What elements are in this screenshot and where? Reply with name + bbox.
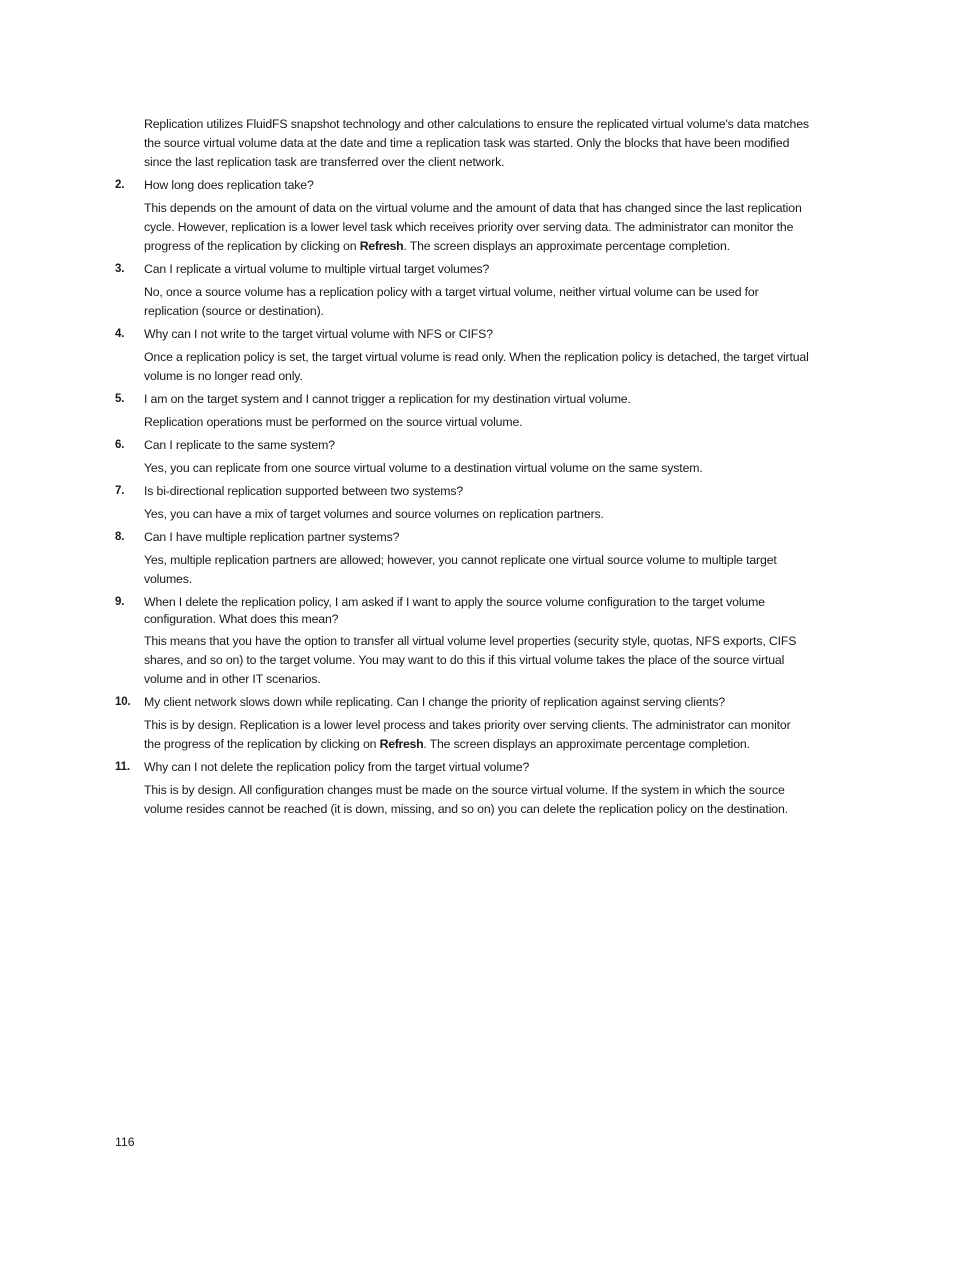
faq-answer-text-end: . The screen displays an approximate percentage completion.	[403, 239, 730, 253]
faq-item-11	[115, 758, 809, 819]
faq-question-text: Why can I not delete the replication policy from the target virtual volume?	[144, 760, 530, 774]
faq-item-2	[115, 176, 809, 256]
faq-question	[115, 390, 809, 409]
faq-item-5	[115, 390, 809, 432]
faq-answer-text-end: . The screen displays an approximate percentage completion.	[423, 737, 750, 751]
faq-answer: Once a replication policy is set, the target virtual volume is read only. When the replication policy is detached, the target virtual volume is no longer read only.	[144, 350, 809, 383]
faq-question	[115, 176, 809, 195]
faq-question	[115, 528, 809, 547]
faq-item-4	[115, 325, 809, 386]
faq-number: 2.	[115, 179, 125, 191]
faq-question-text: Is bi-directional replication supported between two systems?	[144, 484, 464, 498]
faq-item-8	[115, 528, 809, 589]
faq-question-text: Can I have multiple replication partner systems?	[144, 530, 400, 544]
faq-answer: This means that you have the option to transfer all virtual volume level properties (security style, quotas, NFS exports, CIFS shares, and so on) to the target volume. You may want to do this if this virtual volume takes the place of the source virtual volume and in other IT scenarios.	[144, 634, 797, 686]
faq-question-text: My client network slows down while replicating. Can I change the priority of replication against serving clients?	[144, 695, 726, 709]
faq-question-text: Why can I not write to the target virtual volume with NFS or CIFS?	[144, 327, 493, 341]
faq-item-6	[115, 436, 809, 478]
faq-answer-text: This is by design. Replication is a lower level process and takes priority over serving clients. The administrator can monitor the progress of the replication by clicking on	[144, 718, 791, 751]
faq-item-3	[115, 260, 809, 321]
faq-number: 5.	[115, 393, 125, 405]
faq-item-7	[115, 482, 809, 524]
faq-item-10	[115, 693, 809, 754]
document-body	[115, 115, 809, 823]
faq-number: 8.	[115, 531, 125, 543]
faq-question	[115, 436, 809, 455]
faq-question-text: I am on the target system and I cannot trigger a replication for my destination virtual volume.	[144, 392, 631, 406]
intro-paragraph: Replication utilizes FluidFS snapshot technology and other calculations to ensure the replicated virtual volume's data matches the source virtual volume data at the date and time a replication task was started. Only the blocks that have been modified since the last replication task are transferred over the client network.	[144, 117, 809, 169]
faq-question	[115, 482, 809, 501]
refresh-ui-term: Refresh	[379, 737, 424, 751]
faq-answer: No, once a source volume has a replication policy with a target virtual volume, neither virtual volume can be used for replication (source or destination).	[144, 285, 759, 318]
faq-answer	[144, 199, 809, 256]
faq-answer: This is by design. All configuration changes must be made on the source virtual volume. If the system in which the source volume resides cannot be reached (it is down, missing, and so on) you can delete the replication policy on the destination.	[144, 783, 788, 816]
faq-question	[115, 593, 809, 628]
faq-question-text: When I delete the replication policy, I am asked if I want to apply the source volume configuration to the target volume configuration. What does this mean?	[144, 595, 765, 626]
page-number: 116	[115, 1135, 135, 1149]
faq-number: 6.	[115, 439, 125, 451]
faq-answer: Yes, you can have a mix of target volumes and source volumes on replication partners.	[144, 507, 604, 521]
faq-answer: Replication operations must be performed on the source virtual volume.	[144, 415, 523, 429]
faq-item-9	[115, 593, 809, 689]
faq-question-text: How long does replication take?	[144, 178, 314, 192]
faq-question	[115, 260, 809, 279]
faq-number: 11.	[115, 761, 130, 773]
faq-answer: Yes, multiple replication partners are allowed; however, you cannot replicate one virtual source volume to multiple target volumes.	[144, 553, 777, 586]
faq-question-text: Can I replicate a virtual volume to multiple virtual target volumes?	[144, 262, 490, 276]
faq-question	[115, 325, 809, 344]
faq-number: 4.	[115, 328, 125, 340]
faq-answer: Yes, you can replicate from one source virtual volume to a destination virtual volume on the same system.	[144, 461, 703, 475]
faq-answer-text: This depends on the amount of data on the virtual volume and the amount of data that has changed since the last replication cycle. However, replication is a lower level task which receives priority over serving data. The administrator can monitor the progress of the replication by clicking on	[144, 201, 802, 253]
faq-answer	[144, 716, 809, 754]
faq-question	[115, 693, 809, 712]
refresh-ui-term: Refresh	[359, 239, 404, 253]
faq-number: 10.	[115, 696, 131, 708]
faq-number: 9.	[115, 596, 125, 608]
faq-question-text: Can I replicate to the same system?	[144, 438, 335, 452]
faq-number: 3.	[115, 263, 125, 275]
faq-number: 7.	[115, 485, 125, 497]
faq-question	[115, 758, 809, 777]
